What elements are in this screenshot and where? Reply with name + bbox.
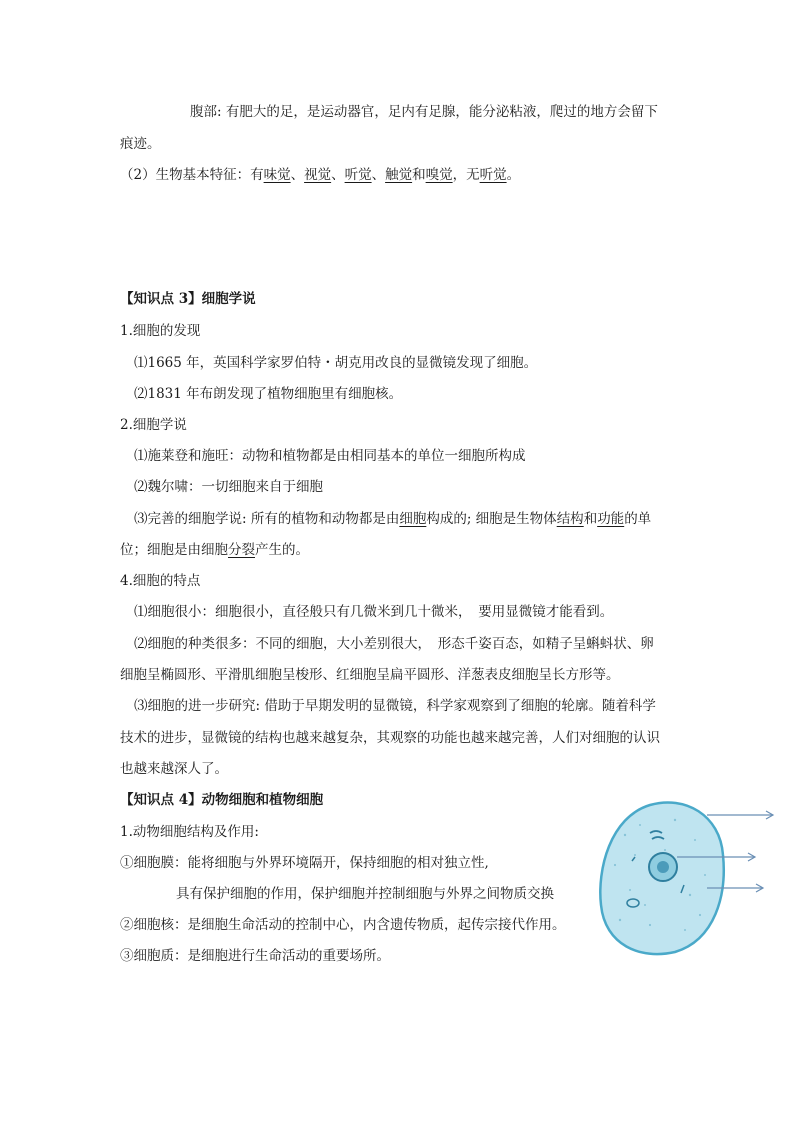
features-item-2-line-1: ⑵细胞的种类很多：不同的细胞，大小差别很大， 形态千姿百态，如精子呈蝌蚪状、卵 bbox=[134, 636, 654, 652]
theory-3-term-cell: 细胞 bbox=[399, 511, 427, 527]
discovery-item-1: ⑴1665 年，英国科学家罗伯特・胡克用改良的显微镜发现了细胞。 bbox=[134, 355, 538, 371]
kp3-heading: 【知识点 3】细胞学说 bbox=[120, 291, 256, 307]
senses-line bbox=[120, 165, 520, 185]
end-mark: 。 bbox=[506, 167, 521, 183]
membrane-line-1: ①细胞膜：能将细胞与外界环境隔开，保持细胞的相对独立性, bbox=[120, 855, 489, 871]
theory-3-text-g: 的单 bbox=[624, 511, 652, 527]
theory-3-term-structure: 结构 bbox=[556, 511, 584, 527]
and-word: 和 bbox=[412, 167, 426, 183]
theory-item-3-line-2 bbox=[120, 540, 309, 560]
theory-3-text-j: 产生的。 bbox=[255, 542, 309, 558]
theory-item-3-line-1 bbox=[134, 509, 651, 529]
theory-3-text-e: 和 bbox=[583, 511, 598, 527]
no-hearing-term: 听觉 bbox=[479, 167, 507, 183]
sep-2: 、 bbox=[331, 167, 345, 183]
belly-line-1: 腹部: 有肥大的足，是运动器官，足内有足腺，能分泌粘液，爬过的地方会留下 bbox=[190, 104, 658, 120]
sep-3: 、 bbox=[371, 167, 386, 183]
membrane-line-2: 具有保护细胞的作用，保护细胞并控制细胞与外界之间物质交换 bbox=[176, 886, 554, 902]
sep-1: 、 bbox=[290, 167, 305, 183]
features-item-3-line-3: 也越来越深人了。 bbox=[120, 761, 228, 777]
nucleus-line: ②细胞核：是细胞生命活动的控制中心，内含遗传物质，起传宗接代作用。 bbox=[120, 917, 566, 933]
kp4-heading: 【知识点 4】动物细胞和植物细胞 bbox=[120, 792, 324, 808]
theory-3-text-c: 构成的; 细胞是生物体 bbox=[426, 511, 557, 527]
animal-cell-illustration-icon bbox=[595, 795, 780, 965]
discovery-item-2: ⑵1831 年布朗发现了植物细胞里有细胞核。 bbox=[134, 386, 403, 402]
features-item-3-line-2: 技术的进步，显微镜的结构也越来越复杂，其观察的功能也越来越完善，人们对细胞的认识 bbox=[120, 730, 660, 746]
senses-prefix: （2）生物基本特征：有 bbox=[120, 167, 264, 183]
features-item-1: ⑴细胞很小：细胞很小，直径般只有几微米到几十微米， 要用显微镜才能看到。 bbox=[134, 604, 614, 620]
theory-3-term-function: 功能 bbox=[597, 511, 625, 527]
structure-title: 1.动物细胞结构及作用: bbox=[120, 824, 259, 840]
discovery-title: 1.细胞的发现 bbox=[120, 323, 201, 339]
belly-line-2: 痕迹。 bbox=[120, 136, 161, 152]
theory-item-2: ⑵魏尔啸：一切细胞来自于细胞 bbox=[134, 479, 323, 495]
cytoplasm-line: ③细胞质：是细胞进行生命活动的重要场所。 bbox=[120, 948, 390, 964]
taste-term: 味觉 bbox=[263, 167, 291, 183]
theory-title: 2.细胞学说 bbox=[120, 417, 187, 433]
features-title: 4.细胞的特点 bbox=[120, 573, 201, 589]
features-item-3-line-1: ⑶细胞的进一步研究: 借助于早期发明的显微镜，科学家观察到了细胞的轮廓。随着科学 bbox=[134, 698, 656, 714]
theory-3-text-h: 位；细胞是由细胞 bbox=[120, 542, 228, 558]
touch-term: 触觉 bbox=[385, 167, 413, 183]
smell-term: 嗅觉 bbox=[425, 167, 453, 183]
theory-3-term-division: 分裂 bbox=[228, 542, 255, 558]
features-item-2-line-2: 细胞呈椭圆形、平滑肌细胞呈梭形、红细胞呈扁平圆形、洋葱表皮细胞呈长方形等。 bbox=[120, 667, 620, 683]
no-word: ，无 bbox=[452, 167, 480, 183]
hearing-term: 听觉 bbox=[344, 167, 372, 183]
theory-3-text-a: ⑶完善的细胞学说: 所有的植物和动物都是由 bbox=[134, 511, 400, 527]
sight-term: 视觉 bbox=[304, 167, 332, 183]
theory-item-1: ⑴施莱登和施旺：动物和植物都是由相同基本的单位一细胞所构成 bbox=[134, 448, 526, 464]
animal-cell-figure bbox=[595, 795, 780, 965]
